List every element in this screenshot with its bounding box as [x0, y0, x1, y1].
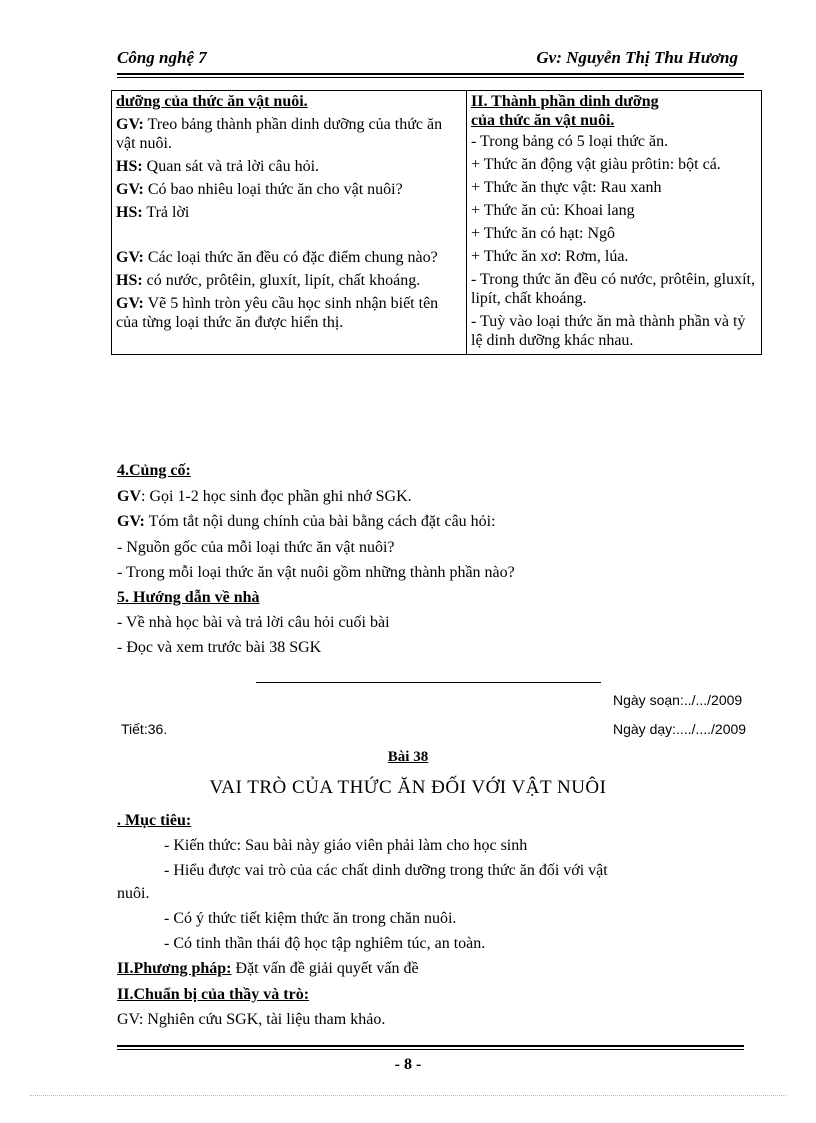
right-heading-line2: của thức ăn vật nuôi.	[471, 112, 615, 129]
content-item: + Thức ăn củ: Khoai lang	[471, 202, 635, 219]
lesson-table	[111, 90, 762, 355]
objective-item: - Có ý thức tiết kiệm thức ăn trong chăn nuôi.	[164, 910, 457, 927]
lesson-number: Bài 38	[387, 749, 429, 765]
content-item: + Thức ăn xơ: Rơm, lúa.	[471, 248, 629, 265]
footer-rule-thin	[117, 1049, 744, 1050]
activity-row: HS: Quan sát và trả lời câu hỏi.	[116, 158, 320, 175]
consolidation-gv1: GV: Gọi 1-2 học sinh đọc phần ghi nhớ SGK.	[117, 488, 412, 505]
activity-row: GV: Các loại thức ăn đều có đặc điểm chung nào?	[116, 249, 438, 266]
objective-item: - Hiểu được vai trò của các chất dinh dưỡng trong thức ăn đối với vật	[164, 862, 608, 879]
objectives-heading: . Mục tiêu:	[117, 812, 192, 829]
activity-row: HS: có nước, prôtêin, gluxít, lipít, chất khoáng.	[116, 272, 421, 289]
content-item: - Trong bảng có 5 loại thức ăn.	[471, 133, 669, 150]
method-line: II.Phương pháp: Đặt vấn đề giải quyết vấn đề	[117, 960, 419, 977]
footer-rule	[117, 1045, 744, 1047]
content-item: + Thức ăn động vật giàu prôtin: bột cá.	[471, 156, 721, 173]
preparation-text: GV: Nghiên cứu SGK, tài liệu tham khảo.	[117, 1011, 386, 1028]
teacher-student-column	[112, 91, 467, 355]
page-edge-rule	[30, 1095, 786, 1096]
teach-date: Ngày dạy:..../..../2009	[613, 721, 747, 737]
homework-heading: 5. Hướng dẫn về nhà	[117, 589, 260, 606]
consolidation-heading: 4.Củng cố:	[117, 462, 191, 479]
content-item: - Trong thức ăn đều có nước, prôtêin, gluxít, lipít, chất khoáng.	[471, 271, 755, 307]
content-item: - Tuỳ vào loại thức ăn mà thành phần và tỷ lệ dinh dưỡng khác nhau.	[471, 313, 746, 349]
homework-item: - Về nhà học bài và trả lời câu hỏi cuối bài	[117, 614, 390, 631]
activity-row: GV: Có bao nhiêu loại thức ăn cho vật nuôi?	[116, 181, 403, 198]
objective-item: - Có tinh thần thái độ học tập nghiêm túc, an toàn.	[164, 935, 486, 952]
consolidation-question: - Nguồn gốc của mỗi loại thức ăn vật nuôi?	[117, 539, 395, 556]
content-item: + Thức ăn có hạt: Ngô	[471, 225, 616, 242]
content-item: + Thức ăn thực vật: Rau xanh	[471, 179, 662, 196]
left-heading: dưỡng của thức ăn vật nuôi.	[116, 93, 308, 110]
preparation-heading: II.Chuẩn bị của thầy và trò:	[117, 986, 310, 1003]
activity-row: GV: Vẽ 5 hình tròn yêu cầu học sinh nhận biết tên của từng loại thức ăn được hiển thị.	[116, 295, 439, 331]
section-separator	[256, 682, 601, 683]
activity-row: GV: Treo bảng thành phần dinh dưỡng của thức ăn vật nuôi.	[116, 116, 443, 152]
homework-item: - Đọc và xem trước bài 38 SGK	[117, 639, 322, 656]
right-heading-line1: II. Thành phần dinh dưỡng	[471, 93, 659, 110]
prep-date: Ngày soạn:../.../2009	[613, 692, 743, 708]
content-column	[467, 91, 762, 355]
objective-item: - Kiến thức: Sau bài này giáo viên phải làm cho học sinh	[164, 837, 528, 854]
page-number: - 8 -	[394, 1056, 422, 1073]
header-rule-thin	[117, 77, 744, 78]
header-teacher: Gv: Nguyễn Thị Thu Hương	[536, 48, 738, 67]
objective-item-continued: nuôi.	[117, 885, 150, 902]
lesson-title: VAI TRÒ CỦA THỨC ĂN ĐỐI VỚI VẬT NUÔI	[209, 777, 607, 798]
activity-row: HS: Trả lời	[116, 204, 190, 221]
consolidation-question: - Trong mỗi loại thức ăn vật nuôi gồm những thành phần nào?	[117, 564, 515, 581]
header-rule	[117, 73, 744, 75]
period-number: Tiết:36.	[121, 721, 168, 737]
header-subject: Công nghệ 7	[117, 48, 207, 67]
consolidation-gv2: GV: Tóm tắt nội dung chính của bài bằng cách đặt câu hỏi:	[117, 513, 496, 530]
